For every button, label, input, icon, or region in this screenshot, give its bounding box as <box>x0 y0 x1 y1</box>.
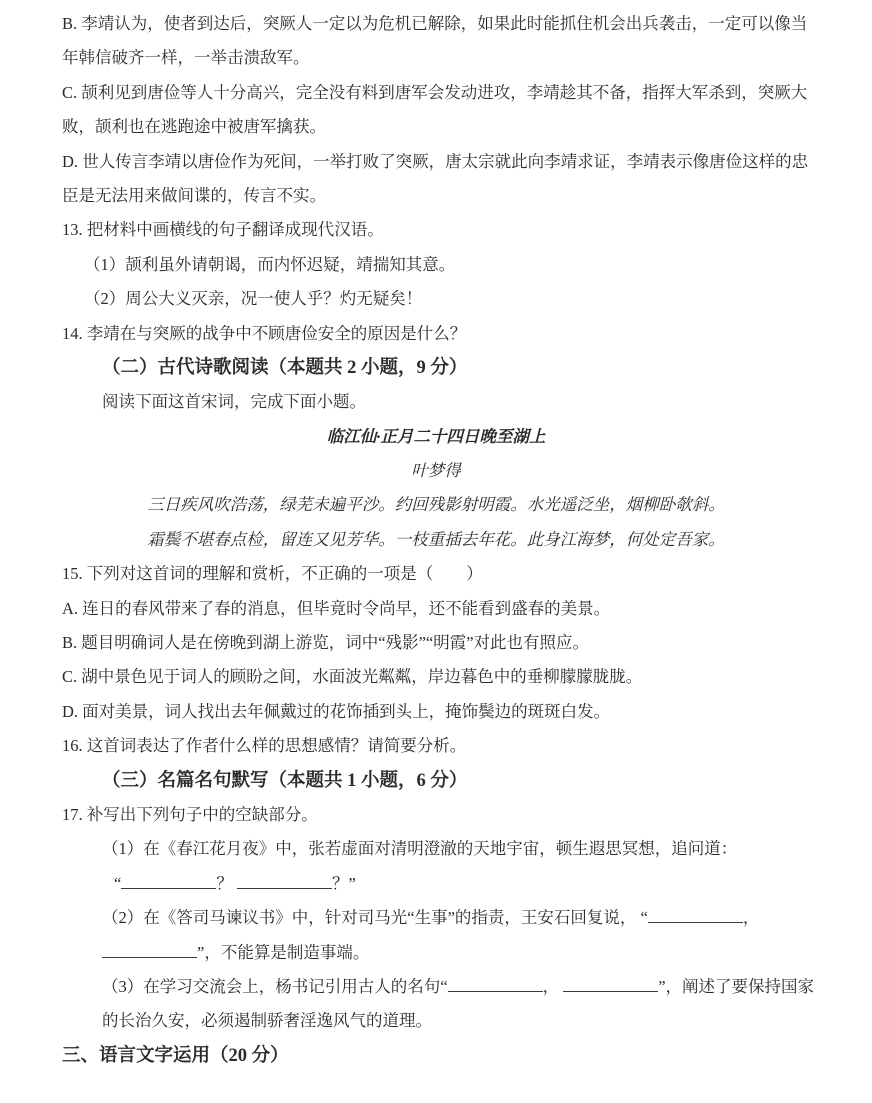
section2-heading <box>62 351 816 385</box>
q15-stem <box>62 557 816 591</box>
text-run: 败，颉利也在逃跑途中被唐军擒获。 <box>62 117 326 137</box>
text-run: ”，阐述了要保持国家 <box>658 976 815 996</box>
q16-stem <box>62 729 816 763</box>
q17-sub1-line2 <box>62 867 816 901</box>
text-run: （二）古代诗歌阅读（本题共 2 小题，9 分） <box>102 357 468 378</box>
text-run: 15. 下列对这首词的理解和赏析，不正确的一项是（ ） <box>62 564 483 584</box>
q12-option-d-line1 <box>62 145 816 179</box>
text-run: C. 湖中景色见于词人的顾盼之间，水面波光粼粼，岸边暮色中的垂柳朦朦胧胧。 <box>62 667 643 687</box>
text-run: D. 面对美景，词人找出去年佩戴过的花饰插到头上，掩饰鬓边的斑斑白发。 <box>62 701 611 721</box>
q13-sub2 <box>62 282 816 316</box>
text-run: 三、语言文字运用（20 分） <box>62 1045 289 1066</box>
poem-author <box>62 454 816 488</box>
text-run: B. 题目明确词人是在傍晚到湖上游览，词中“残影”“明霞”对此也有照应。 <box>62 633 590 653</box>
q17-sub3-line1 <box>62 970 816 1004</box>
answer-blank <box>448 975 543 992</box>
text-run: D. 世人传言李靖以唐俭作为死间，一举打败了突厥，唐太宗就此向李靖求证，李靖表示像唐俭这样的忠 <box>62 151 809 171</box>
q12-option-c-line1 <box>62 76 816 110</box>
q12-option-d-line2 <box>62 179 816 213</box>
text-run: 的长治久安，必须遏制骄奢淫逸风气的道理。 <box>102 1011 432 1031</box>
q12-option-b-line1 <box>62 7 816 41</box>
q17-stem <box>62 798 816 832</box>
text-run: 临江仙·正月二十四日晚至湖上 <box>326 426 546 446</box>
text-run: ？” <box>331 873 356 893</box>
q17-sub2-line1 <box>62 901 816 935</box>
section3-heading <box>62 764 816 798</box>
text-run: （2）周公大义灭亲，况一使人乎？灼无疑矣！ <box>84 289 423 309</box>
text-run: A. 连日的春风带来了春的消息，但毕竟时令尚早，还不能看到盛春的美景。 <box>62 598 611 618</box>
text-run: C. 颉利见到唐俭等人十分高兴，完全没有料到唐军会发动进攻，李靖趁其不备，指挥大军杀到，突厥大 <box>62 82 808 102</box>
text-run: （3）在学习交流会上，杨书记引用古人的名句“ <box>102 976 448 996</box>
poem-title <box>62 420 816 454</box>
text-run: 16. 这首词表达了作者什么样的思想感情？请简要分析。 <box>62 736 467 756</box>
q14-stem <box>62 317 816 351</box>
q13-sub1 <box>62 248 816 282</box>
q15-option-d <box>62 695 816 729</box>
q17-sub1-line1 <box>62 832 816 866</box>
answer-blank <box>648 906 743 923</box>
text-run: 霜鬓不堪春点检，留连又见芳华。一枝重插去年花。此身江海梦，何处定吾家。 <box>147 529 725 549</box>
q15-option-a <box>62 592 816 626</box>
text-run: “ <box>114 873 122 893</box>
text-run: 14. 李靖在与突厥的战争中不顾唐俭安全的原因是什么？ <box>62 323 467 343</box>
answer-blank <box>237 872 332 889</box>
text-run: （2）在《答司马谏议书》中，针对司马光“生事”的指责，王安石回复说， “ <box>102 908 648 928</box>
text-run: ， <box>542 976 564 996</box>
text-run: 叶梦得 <box>411 461 461 481</box>
text-run: B. 李靖认为，使者到达后，突厥人一定以为危机已解除，如果此时能抓住机会出兵袭击，一定可以像当 <box>62 14 808 33</box>
poem-line1 <box>62 488 816 522</box>
q17-sub2-line2 <box>62 936 816 970</box>
text-run: 年韩信破齐一样，一举击溃敌军。 <box>62 48 310 68</box>
poem-intro <box>62 385 816 419</box>
q17-sub3-line2 <box>62 1004 816 1038</box>
answer-blank <box>121 872 216 889</box>
text-run: ”，不能算是制造事端。 <box>197 942 370 962</box>
text-run: 阅读下面这首宋词，完成下面小题。 <box>102 392 366 412</box>
text-run: 13. 把材料中画横线的句子翻译成现代汉语。 <box>62 220 384 240</box>
text-run: 17. 补写出下列句子中的空缺部分。 <box>62 804 318 824</box>
q15-option-c <box>62 660 816 694</box>
q13-stem <box>62 213 816 247</box>
answer-blank <box>563 975 658 992</box>
answer-blank <box>102 941 197 958</box>
q12-option-c-line2 <box>62 110 816 144</box>
text-run: 三日疾风吹浩荡，绿芜未遍平沙。约回残影射明霞。水光遥泛坐，烟柳卧欹斜。 <box>147 495 725 515</box>
section-heading-part3 <box>62 1039 816 1073</box>
text-run: ？ <box>216 873 237 893</box>
text-run: （1）在《春江花月夜》中，张若虚面对清明澄澈的天地宇宙，顿生遐思冥想，追问道： <box>102 839 738 859</box>
text-run: （1）颉利虽外请朝谒，而内怀迟疑，靖揣知其意。 <box>84 254 456 274</box>
q12-option-b-line2 <box>62 41 816 75</box>
text-run: 臣是无法用来做间谍的，传言不实。 <box>62 185 326 205</box>
text-run: ， <box>742 908 760 928</box>
poem-line2 <box>62 523 816 557</box>
q15-option-b <box>62 626 816 660</box>
text-run: （三）名篇名句默写（本题共 1 小题，6 分） <box>102 770 468 791</box>
